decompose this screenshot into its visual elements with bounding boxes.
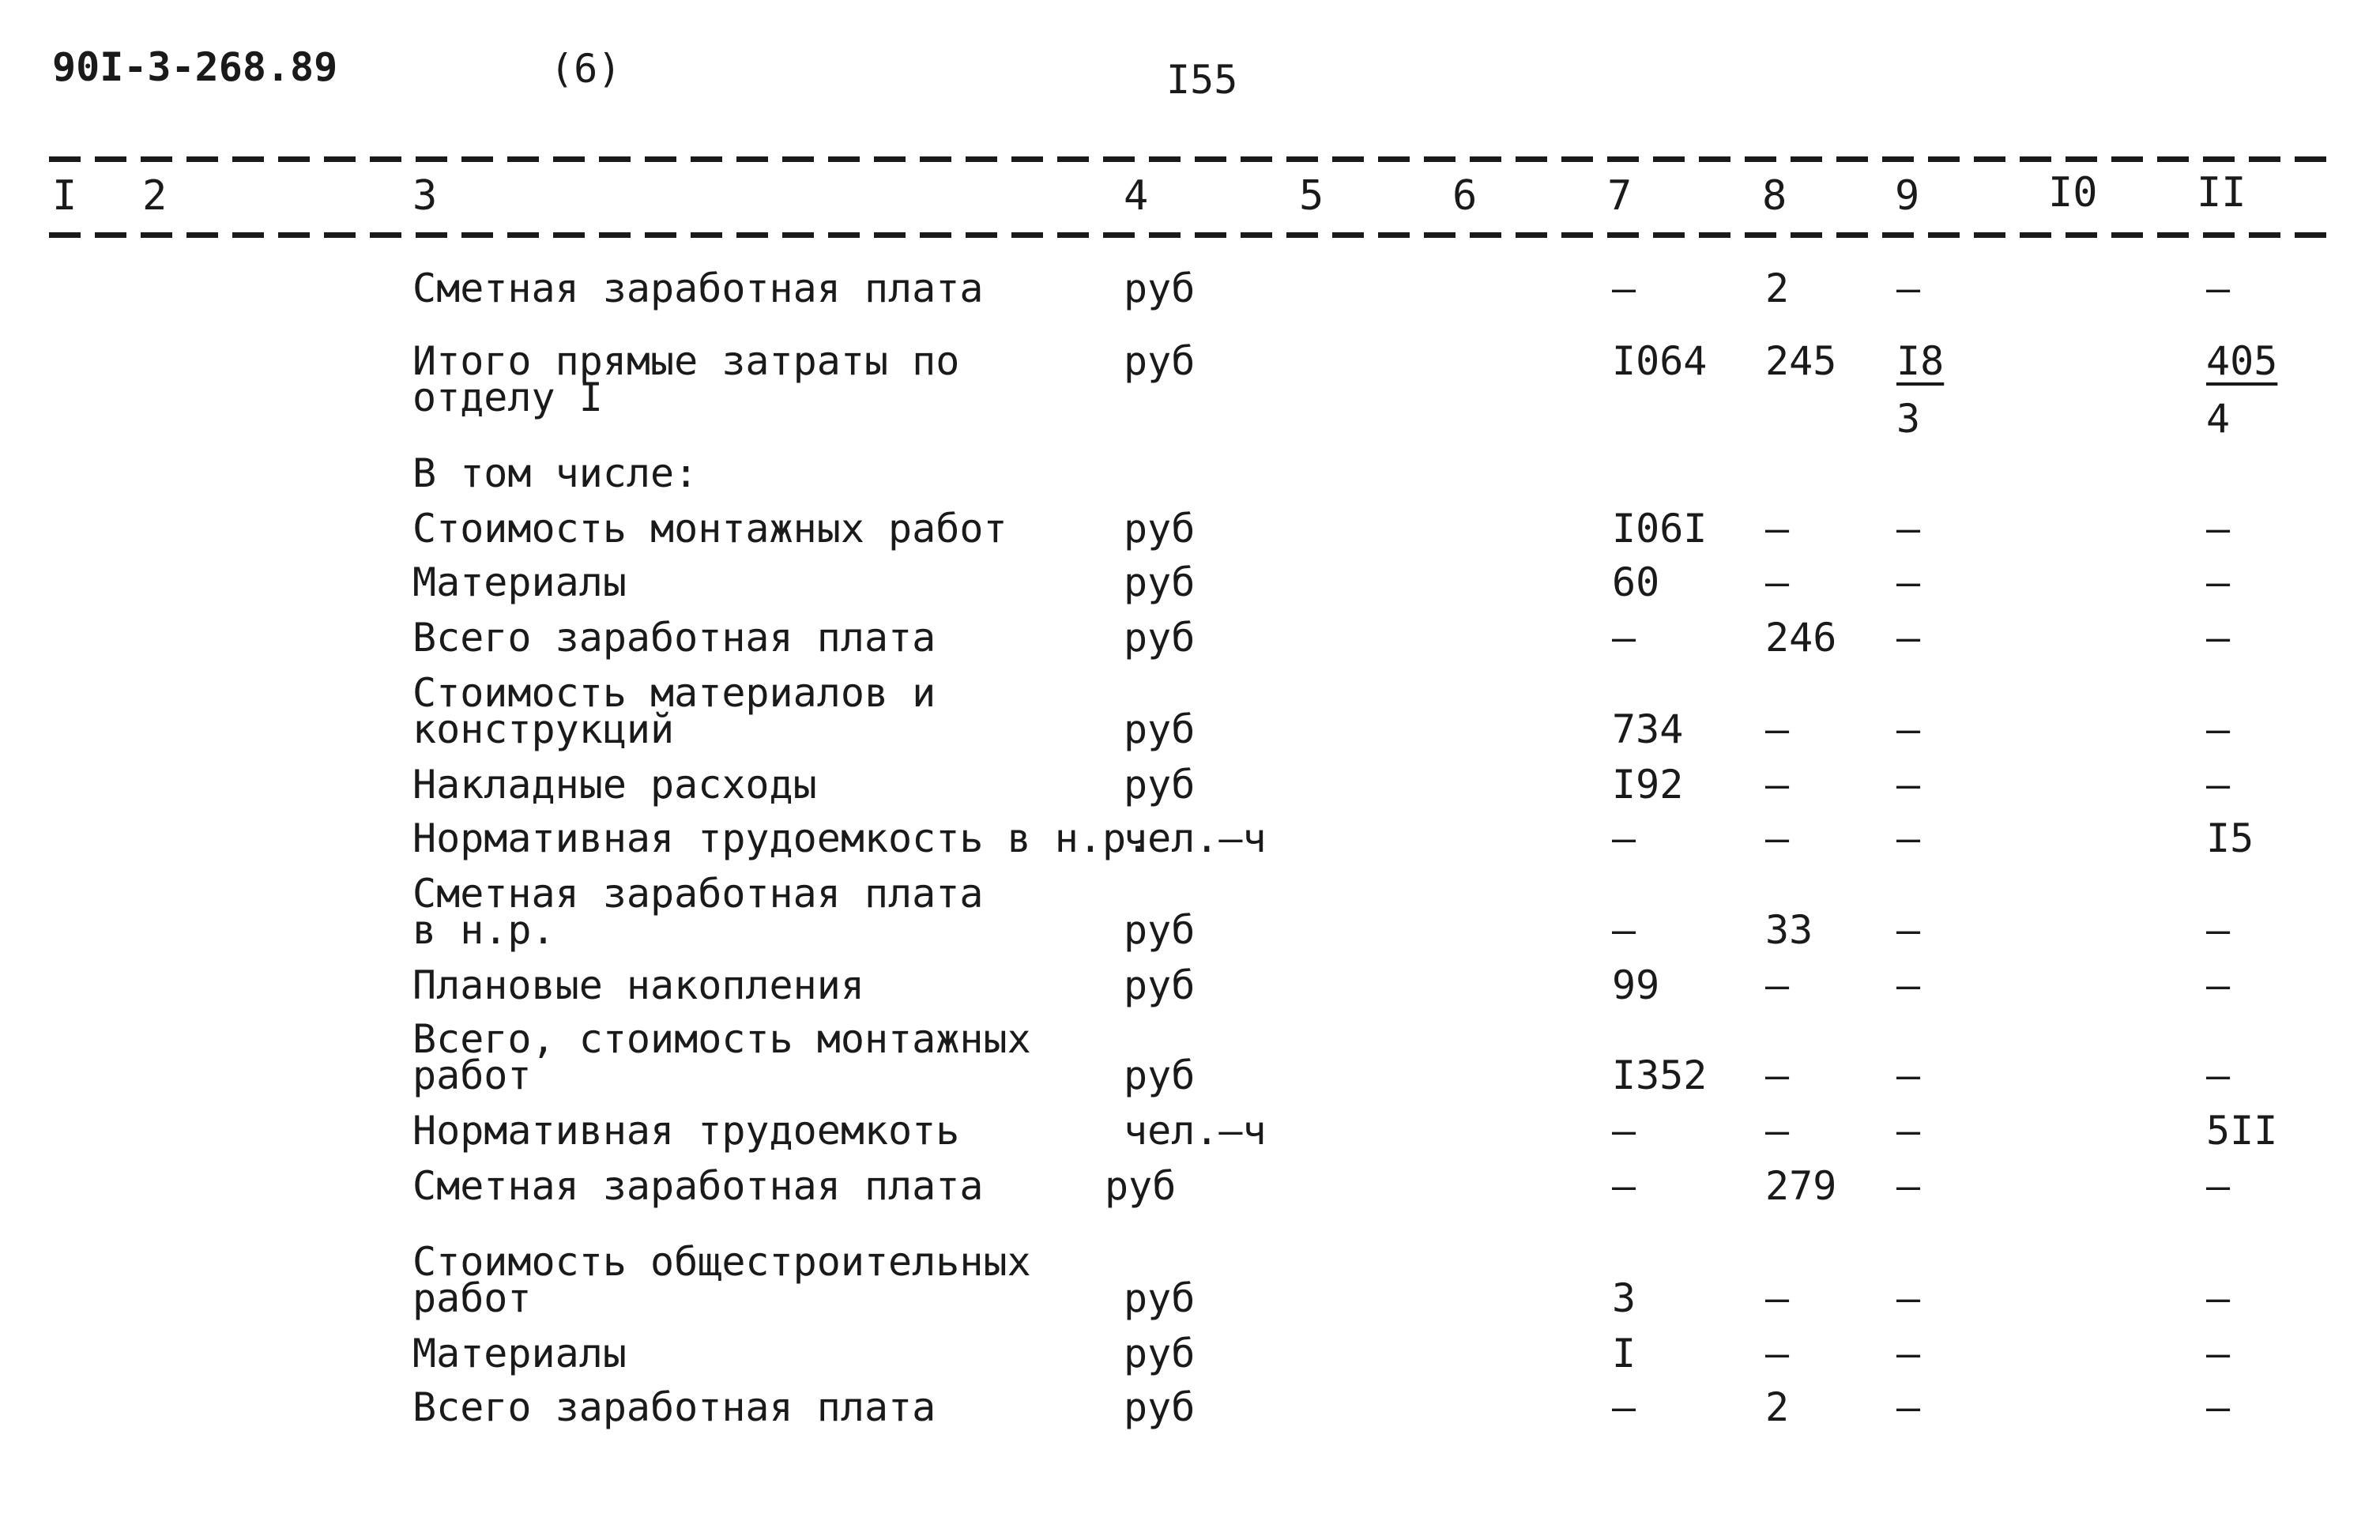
- item-name: Сметная заработная плата: [412, 871, 984, 917]
- value-col-11: –: [2206, 559, 2231, 605]
- value-col-8: 33: [1765, 907, 1813, 953]
- unit-cell: руб: [1124, 1331, 1196, 1376]
- unit-cell: руб: [1124, 1275, 1196, 1321]
- unit-cell: руб: [1124, 706, 1196, 752]
- value-col-9: –: [1896, 265, 1921, 311]
- value-col-7: I06I: [1612, 506, 1708, 552]
- value-col-9: –: [1896, 1384, 1921, 1430]
- value-col-9: –: [1896, 815, 1921, 861]
- unit-cell: руб: [1124, 506, 1196, 552]
- value-col-9: –: [1896, 615, 1921, 661]
- value-col-8: –: [1765, 706, 1790, 752]
- value-col-8: –: [1765, 815, 1790, 861]
- unit-cell: руб: [1124, 338, 1196, 384]
- value-col-9: –: [1896, 962, 1921, 1008]
- value-col-7: –: [1612, 907, 1636, 953]
- value-col-11: –: [2206, 762, 2231, 808]
- item-name: работ: [412, 1275, 532, 1321]
- item-name: в н.р.: [412, 907, 555, 953]
- item-name: отделу I: [412, 375, 603, 420]
- value-col-9: –: [1896, 762, 1921, 808]
- column-header: 9: [1895, 172, 1920, 220]
- unit-cell: руб: [1124, 615, 1196, 661]
- item-name: Итого прямые затраты по: [412, 338, 960, 384]
- value-col-11: –: [2206, 706, 2231, 752]
- column-header: 8: [1762, 172, 1787, 220]
- value-col-8: 2: [1765, 265, 1790, 311]
- item-name: Сметная заработная плата: [412, 265, 984, 311]
- value-col-9: –: [1896, 559, 1921, 605]
- value-col-7: I064: [1612, 338, 1708, 384]
- value-col-7: –: [1612, 1384, 1636, 1430]
- item-name: Нормативная трудоемкость в н.р.: [412, 815, 1150, 861]
- value-col-7: 60: [1612, 559, 1660, 605]
- value-col-11: –: [2206, 1384, 2231, 1430]
- unit-cell: чел.–ч: [1124, 1108, 1267, 1154]
- value-col-8: –: [1765, 506, 1790, 552]
- value-col-8: 2: [1765, 1384, 1790, 1430]
- item-name: Стоимость материалов и: [412, 670, 936, 716]
- header-bottom-rule: [49, 232, 2340, 238]
- value-col-9: –: [1896, 907, 1921, 953]
- item-name: Материалы: [412, 559, 627, 605]
- value-col-11: –: [2206, 962, 2231, 1008]
- unit-cell: руб: [1124, 907, 1196, 953]
- column-header: 5: [1299, 172, 1324, 220]
- value-col-11: –: [2206, 1275, 2231, 1321]
- item-name: Всего заработная плата: [412, 1384, 936, 1430]
- unit-cell: руб: [1124, 1052, 1196, 1098]
- item-name: Накладные расходы: [412, 762, 817, 808]
- item-name: Стоимость общестроительных: [412, 1239, 1031, 1285]
- value-col-9: –: [1896, 506, 1921, 552]
- value-col-11: –: [2206, 1331, 2231, 1376]
- document-code: 90I-3-268.89: [52, 44, 338, 90]
- value-col-9: –: [1896, 1163, 1921, 1209]
- value-col-11: –: [2206, 1052, 2231, 1098]
- value-col-8: –: [1765, 559, 1790, 605]
- item-name: Всего заработная плата: [412, 615, 936, 661]
- item-name: работ: [412, 1052, 532, 1098]
- value-col-9: –: [1896, 1275, 1921, 1321]
- column-header: 2: [142, 172, 168, 220]
- column-header: I: [52, 172, 77, 220]
- value-col-11: I5: [2206, 815, 2254, 861]
- value-col-8: 279: [1765, 1163, 1837, 1209]
- value-col-7: –: [1612, 1108, 1636, 1154]
- unit-cell: руб: [1124, 962, 1196, 1008]
- value-col-7: –: [1612, 265, 1636, 311]
- value-col-11: –: [2206, 265, 2231, 311]
- value-col-9: –: [1896, 1331, 1921, 1376]
- value-col-8: –: [1765, 1108, 1790, 1154]
- value-col-7: 3: [1612, 1275, 1636, 1321]
- value-col-7: I352: [1612, 1052, 1708, 1098]
- value-col-8: 245: [1765, 338, 1837, 384]
- value-col-11: –: [2206, 907, 2231, 953]
- value-col-8: 246: [1765, 615, 1837, 661]
- column-header: 4: [1124, 172, 1149, 220]
- unit-cell: чел.–ч: [1124, 815, 1267, 861]
- page-number: I55: [1166, 57, 1238, 103]
- value-col-11-denominator: 4: [2206, 396, 2231, 442]
- unit-cell: руб: [1124, 559, 1196, 605]
- item-name: Материалы: [412, 1331, 627, 1376]
- column-header: 6: [1452, 172, 1478, 220]
- header-top-rule: [49, 156, 2340, 162]
- value-col-8: –: [1765, 962, 1790, 1008]
- value-col-7: I: [1612, 1331, 1636, 1376]
- value-col-7: 99: [1612, 962, 1660, 1008]
- column-header: 7: [1607, 172, 1632, 220]
- unit-cell: руб: [1105, 1163, 1177, 1209]
- item-name: конструкций: [412, 706, 675, 752]
- item-name: В том числе:: [412, 450, 699, 496]
- value-col-11: 405: [2206, 338, 2278, 384]
- value-col-9: –: [1896, 1052, 1921, 1098]
- value-col-7: –: [1612, 1163, 1636, 1209]
- column-header: 3: [412, 172, 438, 220]
- value-col-7: I92: [1612, 762, 1684, 808]
- column-header: I0: [2048, 169, 2098, 217]
- unit-cell: руб: [1124, 1384, 1196, 1430]
- value-col-8: –: [1765, 1275, 1790, 1321]
- sheet-mark: (6): [550, 46, 622, 92]
- value-col-11: –: [2206, 506, 2231, 552]
- item-name: Нормативная трудоемкоть: [412, 1108, 960, 1154]
- item-name: Сметная заработная плата: [412, 1163, 984, 1209]
- value-col-7: –: [1612, 615, 1636, 661]
- item-name: Стоимость монтажных работ: [412, 506, 1007, 552]
- value-col-9: –: [1896, 706, 1921, 752]
- item-name: Всего, стоимость монтажных: [412, 1016, 1031, 1062]
- value-col-9-denominator: 3: [1896, 396, 1921, 442]
- value-col-7: –: [1612, 815, 1636, 861]
- value-col-11: 5II: [2206, 1108, 2278, 1154]
- value-col-9: –: [1896, 1108, 1921, 1154]
- value-col-7: 734: [1612, 706, 1684, 752]
- value-col-11: –: [2206, 1163, 2231, 1209]
- value-col-8: –: [1765, 1331, 1790, 1376]
- unit-cell: руб: [1124, 762, 1196, 808]
- value-col-8: –: [1765, 762, 1790, 808]
- value-col-11: –: [2206, 615, 2231, 661]
- value-col-8: –: [1765, 1052, 1790, 1098]
- unit-cell: руб: [1124, 265, 1196, 311]
- value-col-9: I8: [1896, 338, 1945, 384]
- column-header: II: [2197, 169, 2246, 217]
- item-name: Плановые накопления: [412, 962, 864, 1008]
